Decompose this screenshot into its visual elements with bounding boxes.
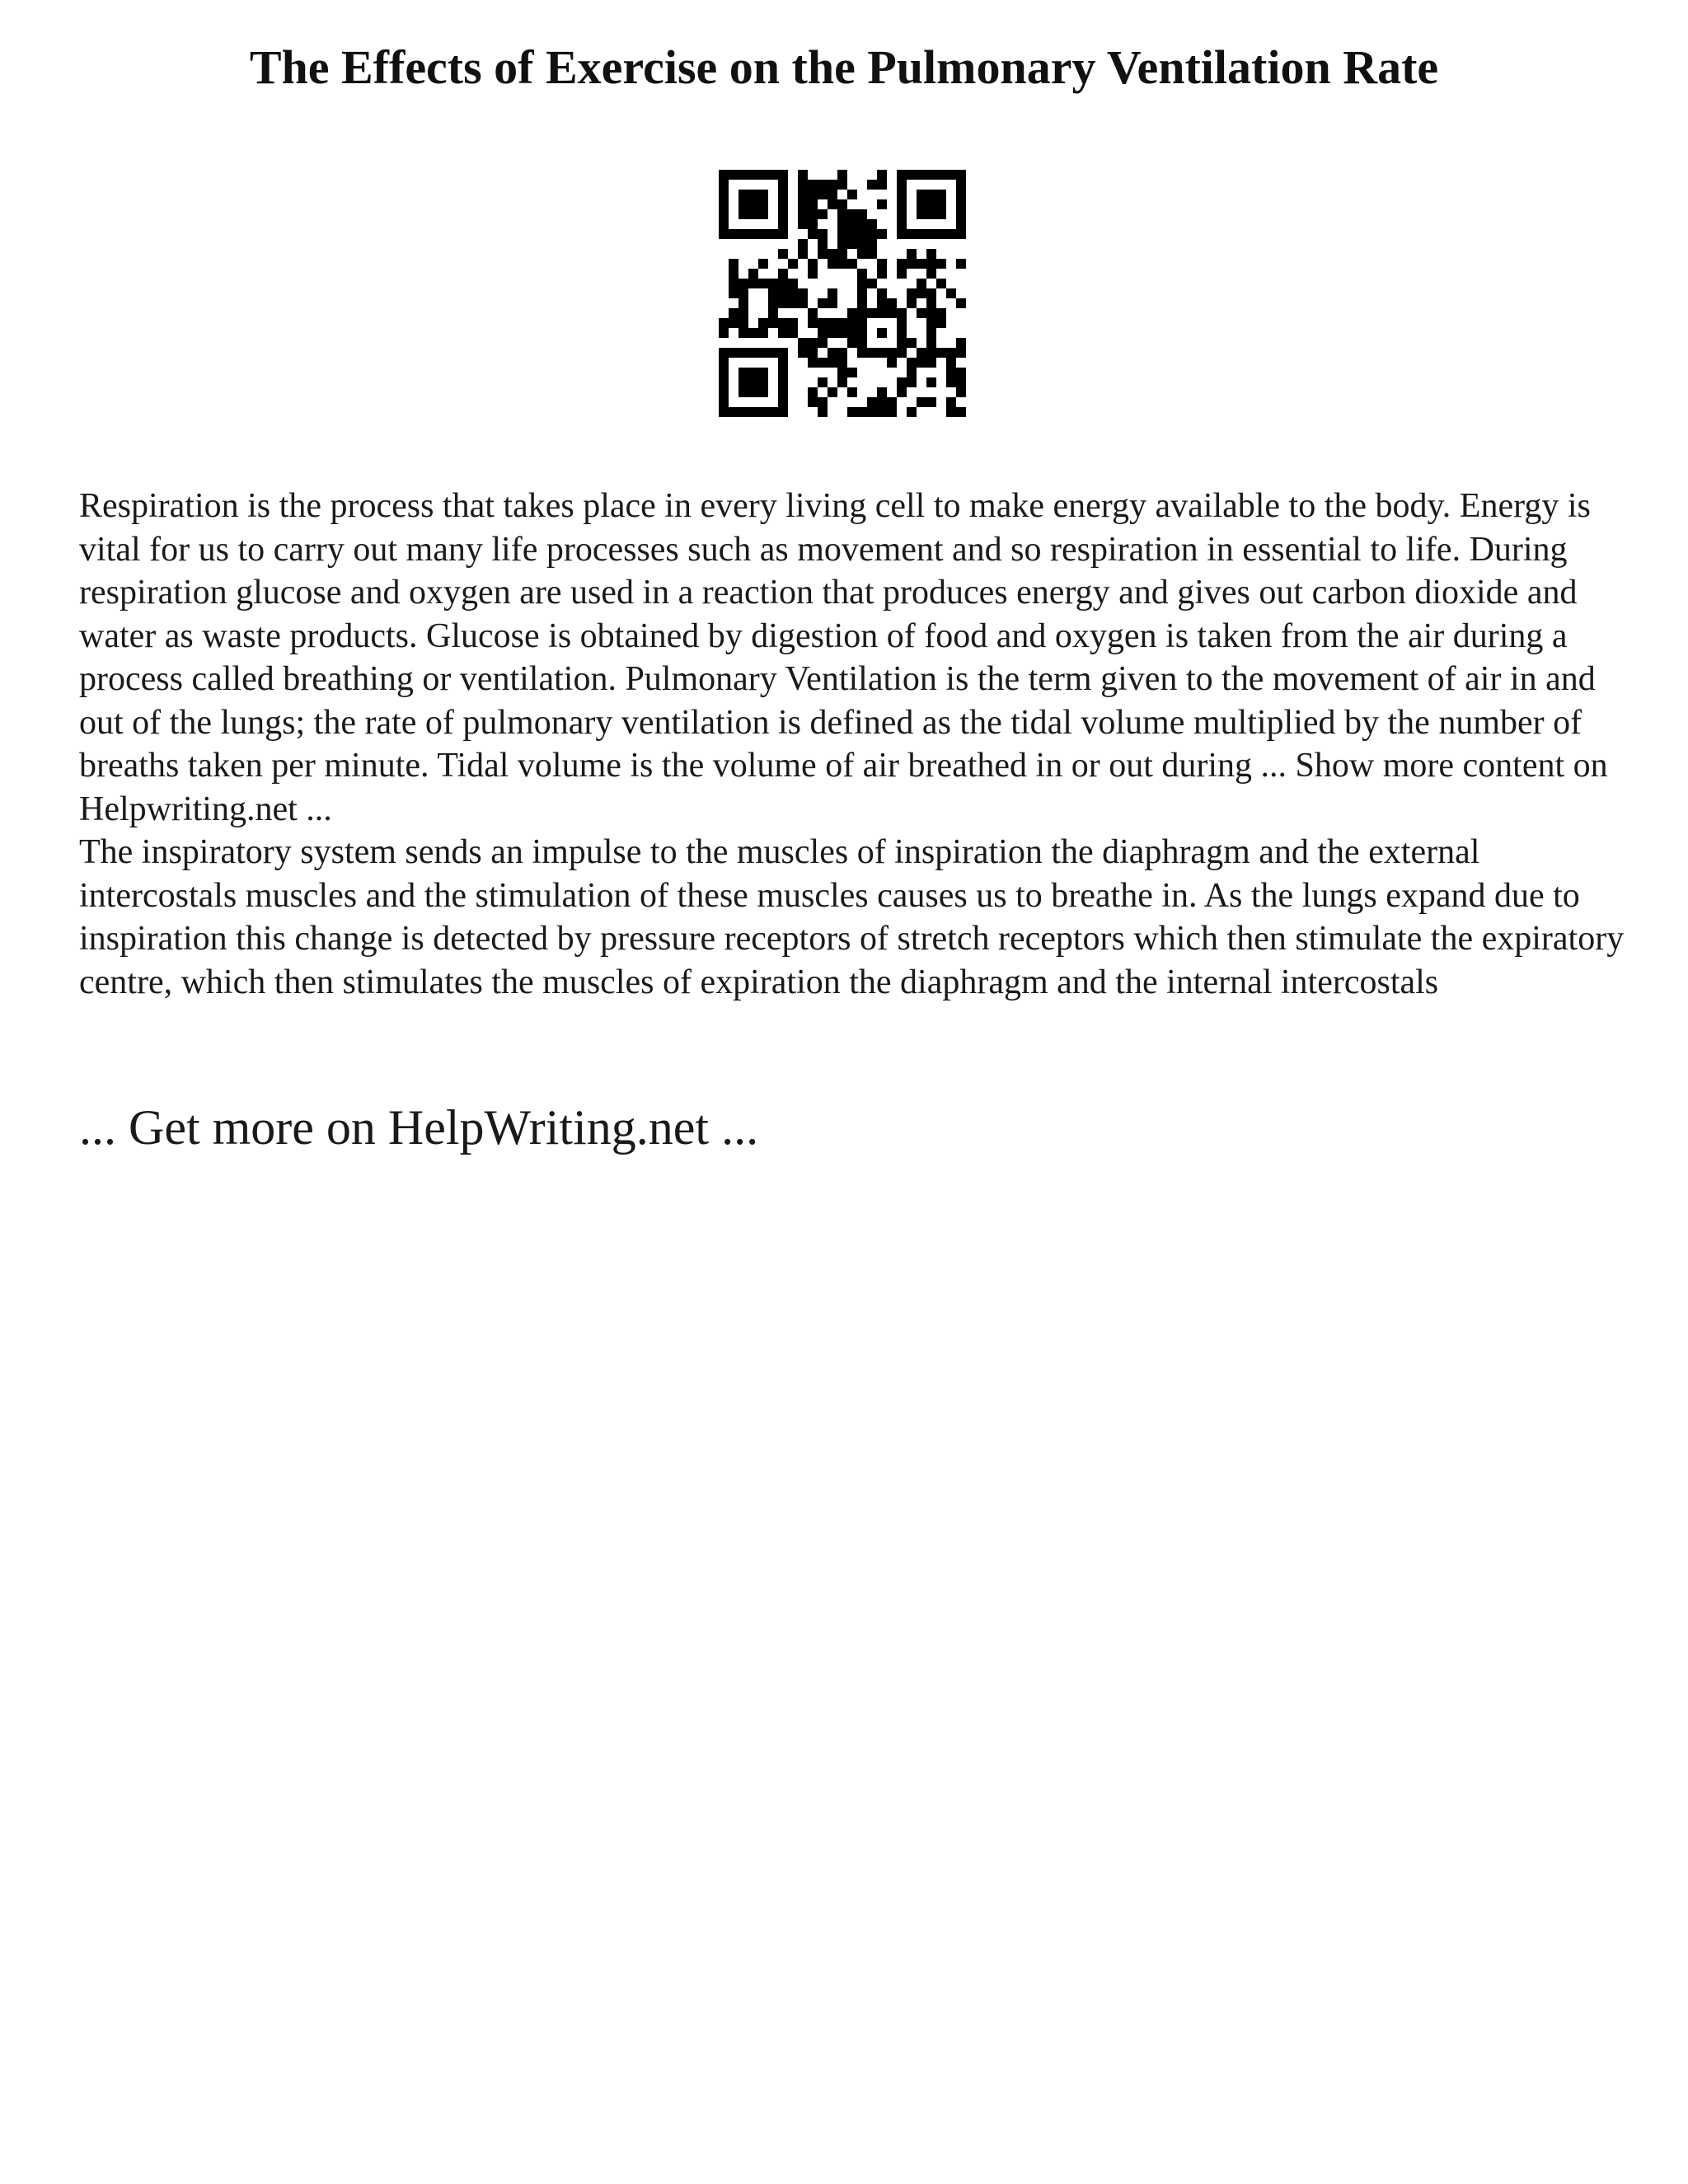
document-body <box>79 485 1629 1004</box>
paragraph-inspiratory-system: The inspiratory system sends an impulse to the muscles of inspiration the diaphragm and the external intercostals muscles and the stimulation of these muscles causes us to breathe in. As the lungs expand due to inspiration this change is detected by pressure receptors of stretch receptors which then stimulate the expiratory centre, which then stimulates the muscles of expiration the diaphragm and the internal intercostals <box>79 833 1625 1001</box>
document-title: The Effects of Exercise on the Pulmonary Ventilation Rate <box>249 40 1439 94</box>
qr-code-icon <box>719 170 966 417</box>
paragraph-respiration: Respiration is the process that takes place in every living cell to make energy available to the body. Energy is vital for us to carry out many life processes such as movement and so respiration in essential to life. During respiration glucose and oxygen are used in a reaction that produces energy and gives out carbon dioxide and water as waste products. Glucose is obtained by digestion of food and oxygen is taken from the air during a process called breathing or ventilation. Pulmonary Ventilation is the term given to the movement of air in and out of the lungs; the rate of pulmonary ventilation is defined as the tidal volume multiplied by the number of breaths taken per minute. Tidal volume is the volume of air breathed in or out during ... Show more content on Helpwriting.net ... <box>79 487 1608 828</box>
get-more-link[interactable]: ... Get more on HelpWriting.net ... <box>79 1100 759 1155</box>
